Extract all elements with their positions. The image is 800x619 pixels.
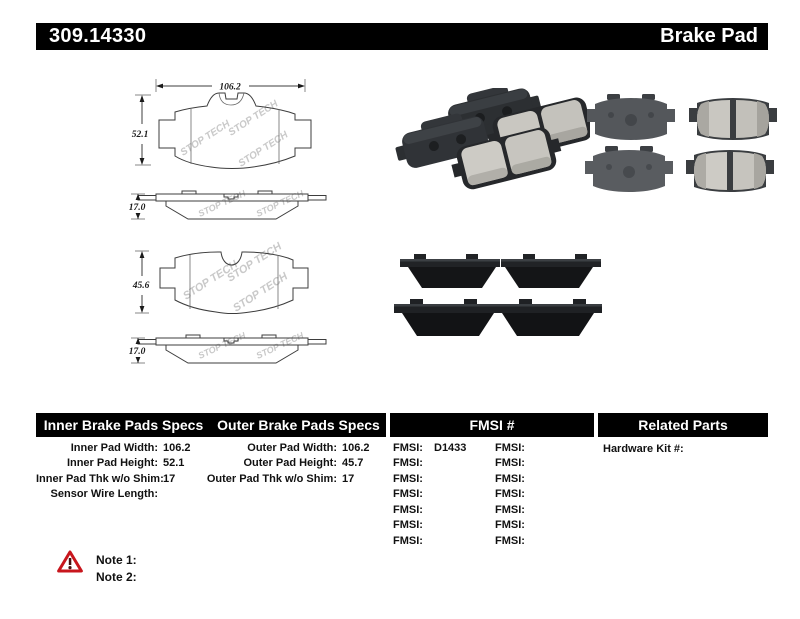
pad-friction-photo [689, 98, 777, 140]
dim-height-group [132, 251, 150, 313]
fmsi-row [495, 456, 536, 472]
stoptech-watermark [197, 188, 306, 219]
fmsi-label: FMSI: [393, 441, 423, 454]
svg-text:STOP TECH: STOP TECH [236, 129, 291, 170]
fmsi-label: FMSI: [495, 488, 525, 501]
fmsi-row [495, 533, 536, 549]
drawing-outer-pad-edge [118, 326, 338, 382]
spec-value: 106.2 [342, 441, 370, 454]
fmsi-row [393, 533, 466, 549]
note-label: Note 1: [96, 553, 137, 567]
fmsi-label: FMSI: [495, 472, 525, 485]
pad-back-photo [585, 146, 673, 192]
fmsi-label: FMSI: [393, 488, 423, 501]
pad-edge-photo [400, 254, 500, 288]
spec-value: 45.7 [342, 457, 364, 470]
spec-row [199, 456, 370, 472]
outer-specs-header: Outer Brake Pads Specs [217, 417, 380, 433]
pad-edge-photo [498, 299, 602, 336]
spec-label: Outer Pad Width: [247, 441, 337, 454]
spec-label: Outer Pad Thk w/o Shim: [206, 472, 337, 485]
spec-row [36, 471, 191, 487]
fmsi-value: D1433 [434, 441, 467, 454]
note-row [96, 552, 137, 569]
fmsi-label: FMSI: [495, 519, 525, 532]
title-bar [36, 23, 768, 50]
photo-pads-edge [388, 232, 613, 350]
fmsi-label: FMSI: [393, 472, 423, 485]
drawing-outer-pad-front [118, 238, 338, 338]
spec-row [36, 440, 191, 456]
svg-text:STOP TECH: STOP TECH [231, 270, 290, 315]
inner-specs-column [36, 440, 191, 502]
fmsi-label: FMSI: [495, 457, 525, 470]
fmsi-header-cell [390, 413, 594, 437]
svg-text:STOP TECH: STOP TECH [196, 330, 248, 361]
pad-edge-photo [501, 254, 601, 288]
fmsi-column-left [393, 440, 466, 549]
dim-height-group [132, 95, 151, 165]
related-row [603, 441, 689, 457]
fmsi-row [495, 487, 536, 503]
spec-label: Inner Pad Width: [70, 441, 158, 454]
photo-pads-flat [573, 88, 783, 196]
svg-text:STOP TECH: STOP TECH [178, 118, 233, 159]
part-number: 309.14330 [49, 25, 147, 47]
fmsi-row [495, 471, 536, 487]
stoptech-watermark [181, 240, 291, 315]
fmsi-label: FMSI: [393, 534, 423, 547]
spec-label: Inner Pad Height: [66, 457, 158, 470]
svg-text:STOP TECH: STOP TECH [225, 240, 284, 285]
note-label: Note 2: [96, 570, 137, 584]
fmsi-row [495, 502, 536, 518]
fmsi-row [393, 440, 466, 456]
spec-table-header [36, 413, 768, 437]
fmsi-row [393, 502, 466, 518]
dim-inner-width: 106.2 [219, 82, 241, 93]
outer-specs-column [199, 440, 370, 487]
svg-text:STOP TECH: STOP TECH [254, 188, 306, 219]
fmsi-row [495, 440, 536, 456]
dim-inner-height: 52.1 [131, 130, 149, 140]
svg-text:STOP TECH: STOP TECH [181, 258, 240, 303]
spec-row [199, 440, 370, 456]
fmsi-row [393, 518, 466, 534]
dim-width-group [156, 79, 305, 93]
related-parts-header-cell [598, 413, 768, 437]
fmsi-header: FMSI # [469, 417, 515, 433]
photo-pads-angled [395, 88, 590, 196]
fmsi-label: FMSI: [393, 503, 423, 516]
fmsi-label: FMSI: [393, 519, 423, 532]
pad-edge-photo [394, 299, 498, 336]
spec-row [199, 471, 370, 487]
notes-section [57, 550, 137, 586]
svg-text:STOP TECH: STOP TECH [226, 98, 281, 139]
related-parts-header: Related Parts [638, 417, 728, 433]
fmsi-row [393, 487, 466, 503]
related-label: Hardware Kit #: [603, 442, 684, 455]
product-type: Brake Pad [660, 25, 758, 47]
dim-inner-thickness: 17.0 [128, 203, 146, 213]
drawing-inner-pad-front [113, 72, 338, 190]
notes-list [96, 550, 137, 586]
fmsi-label: FMSI: [495, 534, 525, 547]
fmsi-row [393, 456, 466, 472]
svg-text:STOP TECH: STOP TECH [196, 188, 248, 219]
spec-row [36, 487, 191, 503]
spec-row [36, 456, 191, 472]
dim-thickness-group [129, 194, 146, 219]
dim-outer-thickness: 17.0 [128, 347, 146, 357]
spec-value: 52.1 [163, 457, 185, 470]
pad-friction-photo [686, 150, 774, 192]
dim-thickness-group [129, 338, 146, 363]
spec-label: Sensor Wire Length: [50, 488, 158, 501]
spec-label: Inner Pad Thk w/o Shim: [36, 472, 164, 485]
fmsi-label: FMSI: [393, 457, 423, 470]
spec-value: 17 [163, 472, 176, 485]
pad-back-photo [587, 94, 675, 140]
spec-value: 106.2 [163, 441, 191, 454]
fmsi-row [393, 471, 466, 487]
fmsi-column-right [495, 440, 536, 549]
fmsi-label: FMSI: [495, 503, 525, 516]
fmsi-label: FMSI: [495, 441, 525, 454]
inner-specs-header: Inner Brake Pads Specs [43, 417, 204, 433]
drawing-inner-pad-edge [118, 184, 338, 240]
dim-outer-height: 45.6 [132, 281, 150, 291]
svg-text:STOP TECH: STOP TECH [254, 330, 306, 361]
note-row [96, 569, 137, 586]
pads-specs-header-cell [36, 413, 386, 437]
warning-icon [57, 550, 83, 573]
fmsi-row [495, 518, 536, 534]
spec-label: Outer Pad Height: [243, 457, 337, 470]
spec-value: 17 [342, 472, 355, 485]
related-parts-column [603, 441, 689, 457]
